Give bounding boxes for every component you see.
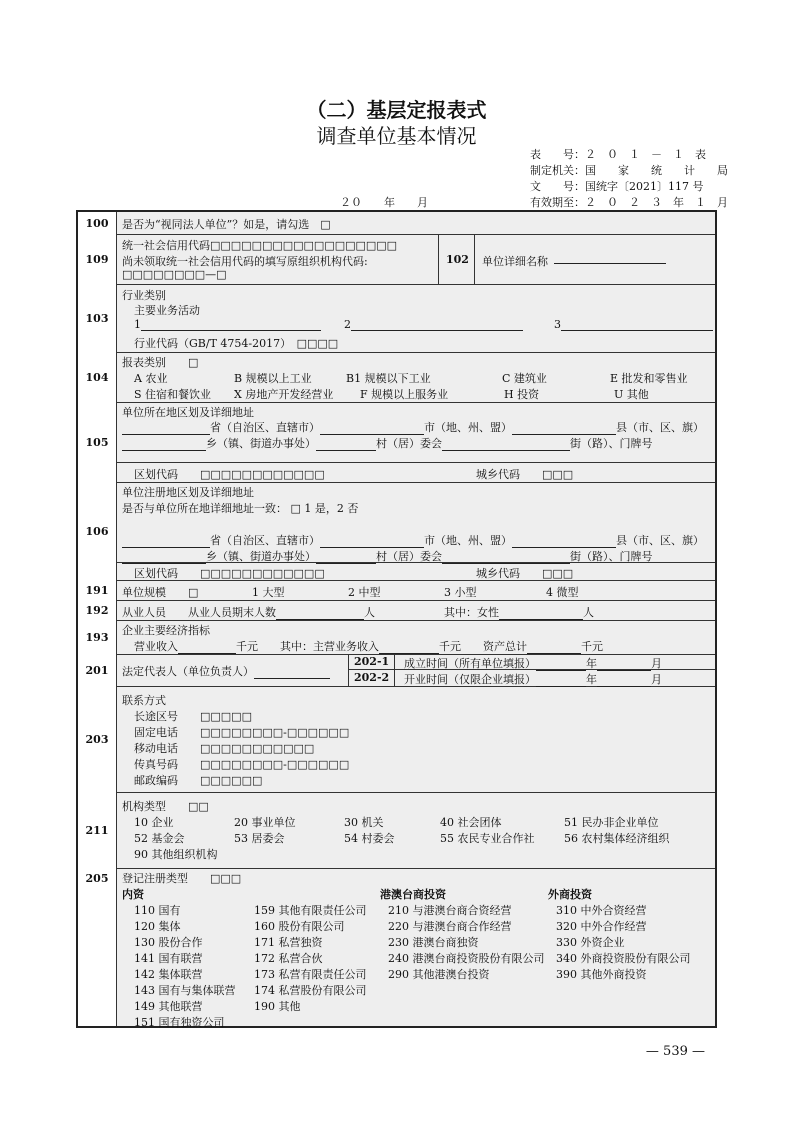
contact-label: 联系方式 bbox=[122, 694, 166, 707]
org-type-option: 52 基金会 bbox=[134, 832, 185, 845]
row-203 bbox=[78, 686, 715, 793]
legal-entity-checkbox[interactable]: 是否为“视同法人单位”？如是，请勾选 □ bbox=[122, 218, 331, 231]
size-large: 1 大型 bbox=[252, 586, 285, 599]
division-code-field[interactable]: 区划代码 □□□□□□□□□□□□ bbox=[134, 468, 325, 481]
org-code-field[interactable]: □□□□□□□□—□ bbox=[122, 268, 227, 281]
activity-2-input[interactable]: 2 bbox=[344, 318, 523, 331]
row-100 bbox=[78, 212, 715, 235]
org-type-option: 30 机关 bbox=[344, 816, 384, 829]
row-code-102: 102 bbox=[446, 253, 469, 266]
registration-type-option: 173 私营有限责任公司 bbox=[254, 968, 367, 981]
unit-name-input[interactable] bbox=[554, 251, 666, 264]
row-211 bbox=[78, 792, 715, 869]
row-code-202-1: 202-1 bbox=[354, 655, 390, 668]
row-code: 211 bbox=[78, 792, 117, 868]
row-code: 109 bbox=[78, 234, 117, 284]
row-code: 201 bbox=[78, 654, 117, 686]
registration-type-option: 190 其他 bbox=[254, 1000, 301, 1013]
foreign-heading: 外商投资 bbox=[548, 888, 592, 901]
option-b: B 规模以上工业 bbox=[234, 372, 312, 385]
business-activity-label: 主要业务活动 bbox=[134, 304, 200, 317]
org-code-label: 尚未领取统一社会信用代码的填写原组织机构代码: bbox=[122, 255, 368, 268]
row-105 bbox=[78, 402, 715, 483]
reg-division-code-field[interactable]: 区划代码 □□□□□□□□□□□□ bbox=[134, 567, 325, 580]
meta-form-number: 表 号：２ ０ １ － １ 表 bbox=[530, 148, 706, 161]
opening-time-input[interactable]: 开业时间（仅限企业填报） 年 月 bbox=[404, 673, 662, 686]
registration-type-option: 290 其他港澳台投资 bbox=[388, 968, 490, 981]
registration-type-option: 390 其他外商投资 bbox=[556, 968, 647, 981]
legal-rep-input[interactable]: 法定代表人（单位负责人） bbox=[122, 663, 330, 679]
org-type-option: 53 居委会 bbox=[234, 832, 285, 845]
row-193 bbox=[78, 620, 715, 655]
row-code: 191 bbox=[78, 580, 117, 600]
registration-type-option: 174 私营股份有限公司 bbox=[254, 984, 367, 997]
meta-authority: 制定机关：国 家 统 计 局 bbox=[530, 164, 728, 177]
activity-1-input[interactable]: 1 bbox=[134, 318, 321, 331]
row-code: 103 bbox=[78, 284, 117, 352]
registration-type-option: 143 国有与集体联营 bbox=[134, 984, 236, 997]
meta-date: ２０ 年 月 bbox=[340, 196, 428, 209]
reg-town-input[interactable]: 乡（镇、街道办事处） 村（居）委会 街（路）、门牌号 bbox=[122, 548, 653, 564]
revenue-input[interactable]: 营业收入 千元 其中：主营业务收入 千元 资产总计 千元 bbox=[134, 640, 603, 653]
unit-name-label: 单位详细名称 bbox=[482, 255, 548, 268]
registration-type-option: 310 中外合资经营 bbox=[556, 904, 647, 917]
postal-code-field[interactable]: 邮政编码 □□□□□□ bbox=[134, 774, 263, 787]
option-x: X 房地产开发经营业 bbox=[234, 388, 334, 401]
registration-type-option: 159 其他有限责任公司 bbox=[254, 904, 367, 917]
mobile-field[interactable]: 移动电话 □□□□□□□□□□□ bbox=[134, 742, 315, 755]
established-time-input[interactable]: 成立时间（所有单位填报） 年 月 bbox=[404, 657, 662, 670]
activity-3-input[interactable]: 3 bbox=[554, 318, 713, 331]
row-code: 205 bbox=[78, 868, 117, 1026]
row-code: 100 bbox=[78, 212, 117, 234]
reg-province-input[interactable]: 省（自治区、直辖市） 市（地、州、盟） 县（市、区、旗） bbox=[122, 532, 704, 548]
registration-type-option: 141 国有联营 bbox=[134, 952, 203, 965]
registration-type-option: 340 外商投资股份有限公司 bbox=[556, 952, 691, 965]
option-c: C 建筑业 bbox=[502, 372, 547, 385]
reg-urban-rural-code-field[interactable]: 城乡代码 □□□ bbox=[476, 567, 574, 580]
option-a: A 农业 bbox=[134, 372, 168, 385]
fax-field[interactable]: 传真号码 □□□□□□□□-□□□□□□ bbox=[134, 758, 350, 771]
option-e: E 批发和零售业 bbox=[610, 372, 688, 385]
row-109 bbox=[78, 234, 715, 285]
credit-code-field[interactable]: 统一社会信用代码□□□□□□□□□□□□□□□□□□ bbox=[122, 239, 398, 252]
registration-type-option: 320 中外合作经营 bbox=[556, 920, 647, 933]
option-f: F 规模以上服务业 bbox=[360, 388, 449, 401]
row-191 bbox=[78, 580, 715, 601]
registration-type-option: 142 集体联营 bbox=[134, 968, 203, 981]
org-type-field[interactable]: 机构类型 □□ bbox=[122, 800, 209, 813]
row-code: 106 bbox=[78, 482, 117, 580]
area-code-field[interactable]: 长途区号 □□□□□ bbox=[134, 710, 252, 723]
size-small: 3 小型 bbox=[444, 586, 477, 599]
town-input[interactable]: 乡（镇、街道办事处） 村（居）委会 街（路）、门牌号 bbox=[122, 435, 653, 451]
registration-type-option: 220 与港澳台商合作经营 bbox=[388, 920, 512, 933]
org-type-option: 51 民办非企业单位 bbox=[564, 816, 659, 829]
row-106 bbox=[78, 482, 715, 581]
location-address-label: 单位所在地区划及详细地址 bbox=[122, 406, 254, 419]
survey-form bbox=[76, 210, 717, 1028]
registration-type-option: 172 私营合伙 bbox=[254, 952, 323, 965]
registration-type-option: 149 其他联营 bbox=[134, 1000, 203, 1013]
employees-input[interactable]: 从业人员 从业人员期末人数 人 bbox=[122, 606, 375, 619]
org-type-option: 90 其他组织机构 bbox=[134, 848, 218, 861]
row-104 bbox=[78, 352, 715, 403]
row-code: 104 bbox=[78, 352, 117, 402]
registered-address-label: 单位注册地区划及详细地址 bbox=[122, 486, 254, 499]
row-code: 193 bbox=[78, 620, 117, 654]
meta-valid-until: 有效期至：２ ０ ２ ３ 年 １ 月 bbox=[530, 196, 728, 209]
row-code: 105 bbox=[78, 402, 117, 482]
registration-type-option: 120 集体 bbox=[134, 920, 181, 933]
row-code-202-2: 202-2 bbox=[354, 671, 390, 684]
registration-type-option: 160 股份有限公司 bbox=[254, 920, 345, 933]
org-type-option: 56 农村集体经济组织 bbox=[564, 832, 670, 845]
meta-document-number: 文 号：国统字〔2021〕117 号 bbox=[530, 180, 704, 193]
unit-size-field[interactable]: 单位规模 □ bbox=[122, 586, 199, 599]
row-code: 203 bbox=[78, 686, 117, 792]
economic-indicators-label: 企业主要经济指标 bbox=[122, 624, 210, 637]
row-201 bbox=[78, 654, 715, 687]
row-103 bbox=[78, 284, 715, 353]
row-code: 192 bbox=[78, 600, 117, 620]
registration-type-option: 230 港澳台商独资 bbox=[388, 936, 479, 949]
option-h: H 投资 bbox=[504, 388, 540, 401]
org-type-option: 20 事业单位 bbox=[234, 816, 296, 829]
size-micro: 4 微型 bbox=[546, 586, 579, 599]
page-title: （二）基层定报表式 bbox=[306, 98, 487, 122]
urban-rural-code-field[interactable]: 城乡代码 □□□ bbox=[476, 468, 574, 481]
female-employees-input[interactable]: 其中：女性 人 bbox=[444, 606, 594, 619]
domestic-heading: 内资 bbox=[122, 888, 144, 901]
province-input[interactable]: 省（自治区、直辖市） 市（地、州、盟） 县（市、区、旗） bbox=[122, 419, 704, 435]
org-type-option: 40 社会团体 bbox=[440, 816, 502, 829]
same-address-checkbox[interactable]: 是否与单位所在地详细地址一致： □ 1 是，2 否 bbox=[122, 502, 359, 515]
org-type-option: 54 村委会 bbox=[344, 832, 395, 845]
registration-type-option: 151 国有独资公司 bbox=[134, 1016, 225, 1029]
phone-field[interactable]: 固定电话 □□□□□□□□-□□□□□□ bbox=[134, 726, 350, 739]
org-type-option: 55 农民专业合作社 bbox=[440, 832, 535, 845]
option-s: S 住宿和餐饮业 bbox=[134, 388, 212, 401]
registration-type-field[interactable]: 登记注册类型 □□□ bbox=[122, 872, 242, 885]
page-subtitle: 调查单位基本情况 bbox=[316, 124, 477, 148]
hk-mo-tw-heading: 港澳台商投资 bbox=[380, 888, 446, 901]
registration-type-option: 330 外资企业 bbox=[556, 936, 625, 949]
option-u: U 其他 bbox=[614, 388, 649, 401]
registration-type-option: 240 港澳台商投资股份有限公司 bbox=[388, 952, 545, 965]
registration-type-option: 171 私营独资 bbox=[254, 936, 323, 949]
page-number: — 539 — bbox=[645, 1044, 705, 1059]
option-b1: B1 规模以下工业 bbox=[346, 372, 431, 385]
registration-type-option: 110 国有 bbox=[134, 904, 181, 917]
industry-code-field[interactable]: 行业代码（GB/T 4754-2017） □□□□ bbox=[134, 337, 339, 350]
report-type-field[interactable]: 报表类别 □ bbox=[122, 356, 199, 369]
industry-label: 行业类别 bbox=[122, 289, 166, 302]
registration-type-option: 130 股份合作 bbox=[134, 936, 203, 949]
org-type-option: 10 企业 bbox=[134, 816, 174, 829]
size-medium: 2 中型 bbox=[348, 586, 381, 599]
row-192 bbox=[78, 600, 715, 621]
row-205 bbox=[78, 868, 715, 1029]
registration-type-option: 210 与港澳台商合资经营 bbox=[388, 904, 512, 917]
